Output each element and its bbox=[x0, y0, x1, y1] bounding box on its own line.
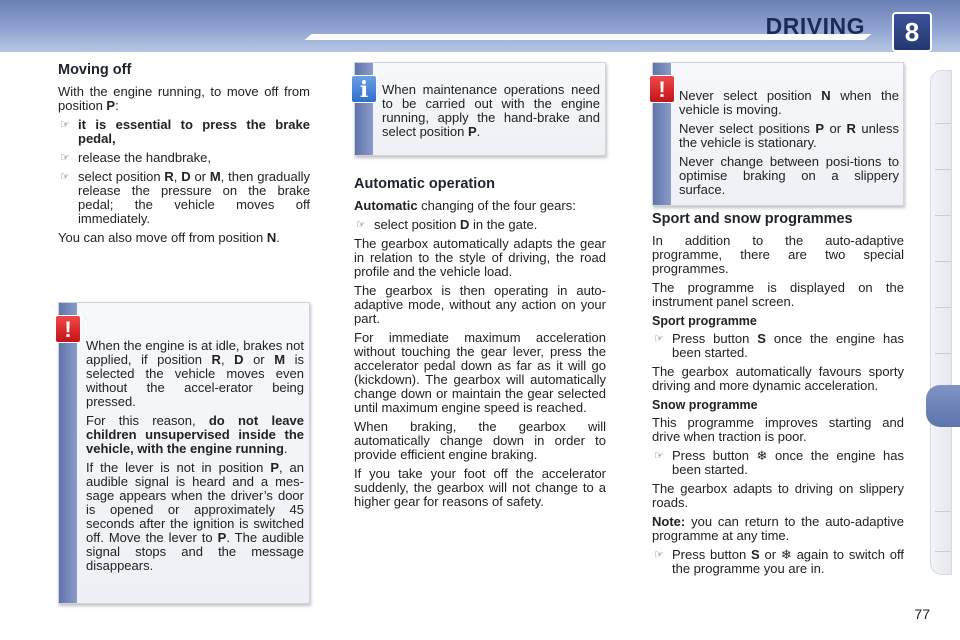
paragraph: The gearbox adapts to driving on slippery roads. bbox=[652, 481, 904, 510]
paragraph: Never select positions P or R unless the vehicle is stationary. bbox=[679, 121, 899, 150]
list-item: ☞ Press button S once the engine has been started. bbox=[654, 331, 904, 360]
sport-snow-section bbox=[652, 212, 904, 581]
section-title: Moving off bbox=[58, 62, 132, 78]
chapter-tab-strip bbox=[930, 70, 952, 575]
paragraph: When the engine is at idle, brakes not applied, if position R, D or M is selected the vehicle moves even without the accel-erator being pressed. bbox=[86, 338, 304, 409]
chapter-number-badge: 8 bbox=[892, 12, 932, 52]
list-item: ☞ Press button ❄ once the engine has been started. bbox=[654, 448, 904, 477]
list-item: ☞ it is essential to press the brake pedal, bbox=[60, 117, 310, 146]
pointing-hand-icon: ☞ bbox=[654, 333, 664, 345]
list-item: ☞ select position R, D or M, then gradually release the pressure on the brake pedal; the vehicle moves off immediately. bbox=[60, 169, 310, 226]
paragraph: If the lever is not in position P, an audible signal is heard and a mes-sage appears when the driver’s door is opened or approximately 45 seconds after the ignition is switched off. Move the lever to P. The audible signal stops and the message disappears. bbox=[86, 460, 304, 573]
list-item: ☞ release the handbrake, bbox=[60, 150, 211, 165]
info-box-maintenance bbox=[354, 62, 606, 156]
paragraph: For immediate maximum acceleration without touching the gear lever, press the accelerator pedal down as far as it will go (kickdown). The gearbox will automatically change down or maintain the gear selected until maximum engine speed is reached. bbox=[354, 330, 606, 415]
chapter-title: DRIVING bbox=[765, 13, 865, 39]
warning-icon: ! bbox=[55, 315, 81, 343]
moving-off-section bbox=[58, 63, 310, 250]
paragraph: Never change between posi-tions to optimise braking on a slippery surface. bbox=[679, 154, 899, 197]
snowflake-icon: ❄ bbox=[756, 448, 768, 463]
automatic-operation-section bbox=[354, 177, 606, 514]
paragraph: For this reason, do not leave children unsupervised inside the vehicle, with the engine running. bbox=[86, 413, 304, 456]
pointing-hand-icon: ☞ bbox=[654, 549, 664, 561]
list-item: ☞ select position D in the gate. bbox=[356, 217, 538, 232]
paragraph: This programme improves starting and drive when traction is poor. bbox=[652, 415, 904, 444]
paragraph: Note: you can return to the auto-adaptive programme at any time. bbox=[652, 514, 904, 543]
paragraph: You can also move off from position N. bbox=[58, 230, 280, 245]
chapter-header bbox=[0, 0, 960, 52]
warning-box-idle bbox=[58, 302, 310, 604]
subsection-title: Snow programme bbox=[652, 398, 758, 412]
paragraph: The programme is displayed on the instrument panel screen. bbox=[652, 280, 904, 309]
warning-icon: ! bbox=[649, 75, 675, 103]
pointing-hand-icon: ☞ bbox=[60, 152, 70, 164]
pointing-hand-icon: ☞ bbox=[356, 219, 366, 231]
paragraph: Never select position N when the vehicle is moving. bbox=[679, 88, 900, 117]
paragraph: The gearbox automatically adapts the gear in relation to the style of driving, the road profile and the vehicle load. bbox=[354, 236, 606, 279]
paragraph: In addition to the auto-adaptive programme, there are two special programmes. bbox=[652, 233, 904, 276]
paragraph: When maintenance operations need to be carried out with the engine running, apply the hand-brake and select position P. bbox=[382, 82, 600, 139]
box-sidebar bbox=[59, 303, 77, 603]
chapter-tab-active[interactable] bbox=[926, 385, 960, 427]
pointing-hand-icon: ☞ bbox=[60, 171, 70, 183]
paragraph: The gearbox automatically favours sporty driving and more dynamic acceleration. bbox=[652, 364, 904, 393]
paragraph: Automatic changing of the four gears: bbox=[354, 198, 576, 213]
paragraph: With the engine running, to move off from position P: bbox=[58, 84, 310, 113]
subsection-title: Sport programme bbox=[652, 314, 757, 328]
info-icon: i bbox=[351, 75, 377, 103]
warning-box-select bbox=[652, 62, 904, 206]
section-title: Automatic operation bbox=[354, 176, 495, 192]
page-number: 77 bbox=[914, 606, 930, 622]
pointing-hand-icon: ☞ bbox=[60, 119, 70, 131]
paragraph: When braking, the gearbox will automatically change down in order to provide efficient engine braking. bbox=[354, 419, 606, 462]
list-item: ☞ Press button S or ❄ again to switch off the programme you are in. bbox=[654, 547, 904, 576]
paragraph: The gearbox is then operating in auto-adaptive mode, without any action on your part. bbox=[354, 283, 606, 326]
section-title: Sport and snow programmes bbox=[652, 211, 853, 227]
paragraph: If you take your foot off the accelerator suddenly, the gearbox will not change to a higher gear for reasons of safety. bbox=[354, 466, 606, 509]
snowflake-icon: ❄ bbox=[780, 547, 792, 562]
pointing-hand-icon: ☞ bbox=[654, 450, 664, 462]
